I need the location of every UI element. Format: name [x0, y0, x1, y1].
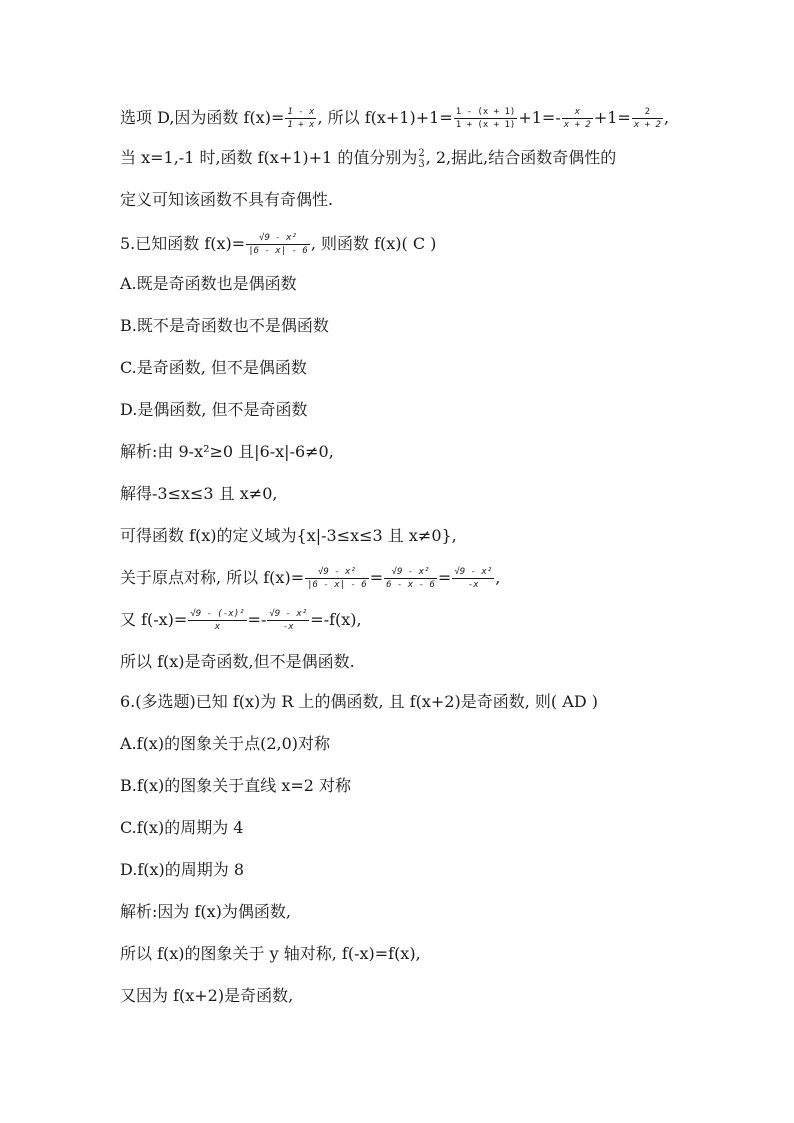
- text-line: [120, 144, 616, 172]
- text-segment: =: [437, 568, 452, 587]
- option-a: A.既是奇函数也是偶函数: [120, 274, 297, 293]
- fraction: $\frac{\text{√9 - x²}}{|6 - x| - 6}$: [307, 567, 367, 590]
- text-segment: 5.已知函数 f(x)=: [120, 234, 246, 253]
- fraction: 2 3: [418, 147, 425, 170]
- fraction: $\frac{2}{x + 2}$: [633, 107, 661, 130]
- option-d: D.f(x)的周期为 8: [120, 860, 245, 879]
- fraction: $\frac{\text{√9 - x²}}{|6 - x| - 6}$: [248, 233, 308, 256]
- text-segment: 当 x=1,-1 时,函数 f(x+1)+1 的值分别为: [120, 148, 418, 167]
- fraction: $\frac{x}{x + 2}$: [563, 107, 591, 130]
- text-segment: ,: [663, 108, 670, 127]
- text-line: 定义可知该函数不具有奇偶性.: [120, 190, 334, 209]
- text-segment: , 则函数 f(x)( C ): [310, 234, 437, 253]
- analysis-line: 所以 f(x)的图象关于 y 轴对称, f(-x)=f(x),: [120, 944, 421, 963]
- option-b: B.既不是奇函数也不是偶函数: [120, 316, 329, 335]
- fraction: $\frac{1 - (x + 1)}{1 + (x + 1)}$: [455, 107, 516, 130]
- fraction: $\frac{\text{√9 - (-x)²}}{x}$: [190, 609, 245, 632]
- question-6-stem: 6.(多选题)已知 f(x)为 R 上的偶函数, 且 f(x+2)是奇函数, 则( AD ): [120, 692, 598, 711]
- analysis-line: 所以 f(x)是奇函数,但不是偶函数.: [120, 652, 355, 671]
- analysis-line: 解得-3≤x≤3 且 x≠0,: [120, 484, 278, 503]
- text-segment: =: [369, 568, 384, 587]
- text-segment: +1=-: [518, 108, 561, 127]
- text-segment: 选项 D,因为函数 f(x)=: [120, 108, 285, 127]
- option-a: A.f(x)的图象关于点(2,0)对称: [120, 734, 331, 753]
- text-segment: =-: [247, 610, 267, 629]
- analysis-line: 又因为 f(x+2)是奇函数,: [120, 986, 294, 1005]
- analysis-line: 解析:由 9-x²≥0 且|6-x|-6≠0,: [120, 442, 334, 461]
- option-c: C.是奇函数, 但不是偶函数: [120, 358, 307, 377]
- fraction: $\frac{1 - x}{1 + x}$: [287, 107, 315, 130]
- question-5-stem: [120, 230, 436, 258]
- text-segment: , 2,据此,结合函数奇偶性的: [425, 148, 617, 167]
- text-segment: =-f(x),: [310, 610, 362, 629]
- option-c: C.f(x)的周期为 4: [120, 818, 244, 837]
- text-segment: +1=: [593, 108, 631, 127]
- analysis-line: 可得函数 f(x)的定义域为{x|-3≤x≤3 且 x≠0},: [120, 526, 457, 545]
- option-b: B.f(x)的图象关于直线 x=2 对称: [120, 776, 352, 795]
- analysis-line: [120, 606, 362, 634]
- text-segment: ,: [495, 568, 501, 587]
- text-segment: 关于原点对称, 所以 f(x)=: [120, 568, 305, 587]
- analysis-line: 解析:因为 f(x)为偶函数,: [120, 902, 291, 921]
- fraction: $\frac{\text{√9 - x²}}{6 - x - 6}$: [386, 567, 435, 590]
- text-segment: , 所以 f(x+1)+1=: [317, 108, 453, 127]
- analysis-line: [120, 564, 500, 592]
- fraction: $\frac{\text{√9 - x²}}{-x}$: [269, 609, 308, 632]
- text-segment: 又 f(-x)=: [120, 610, 188, 629]
- text-line: [120, 104, 669, 132]
- option-d: D.是偶函数, 但不是奇函数: [120, 400, 308, 419]
- fraction: $\frac{\text{√9 - x²}}{-x}$: [454, 567, 493, 590]
